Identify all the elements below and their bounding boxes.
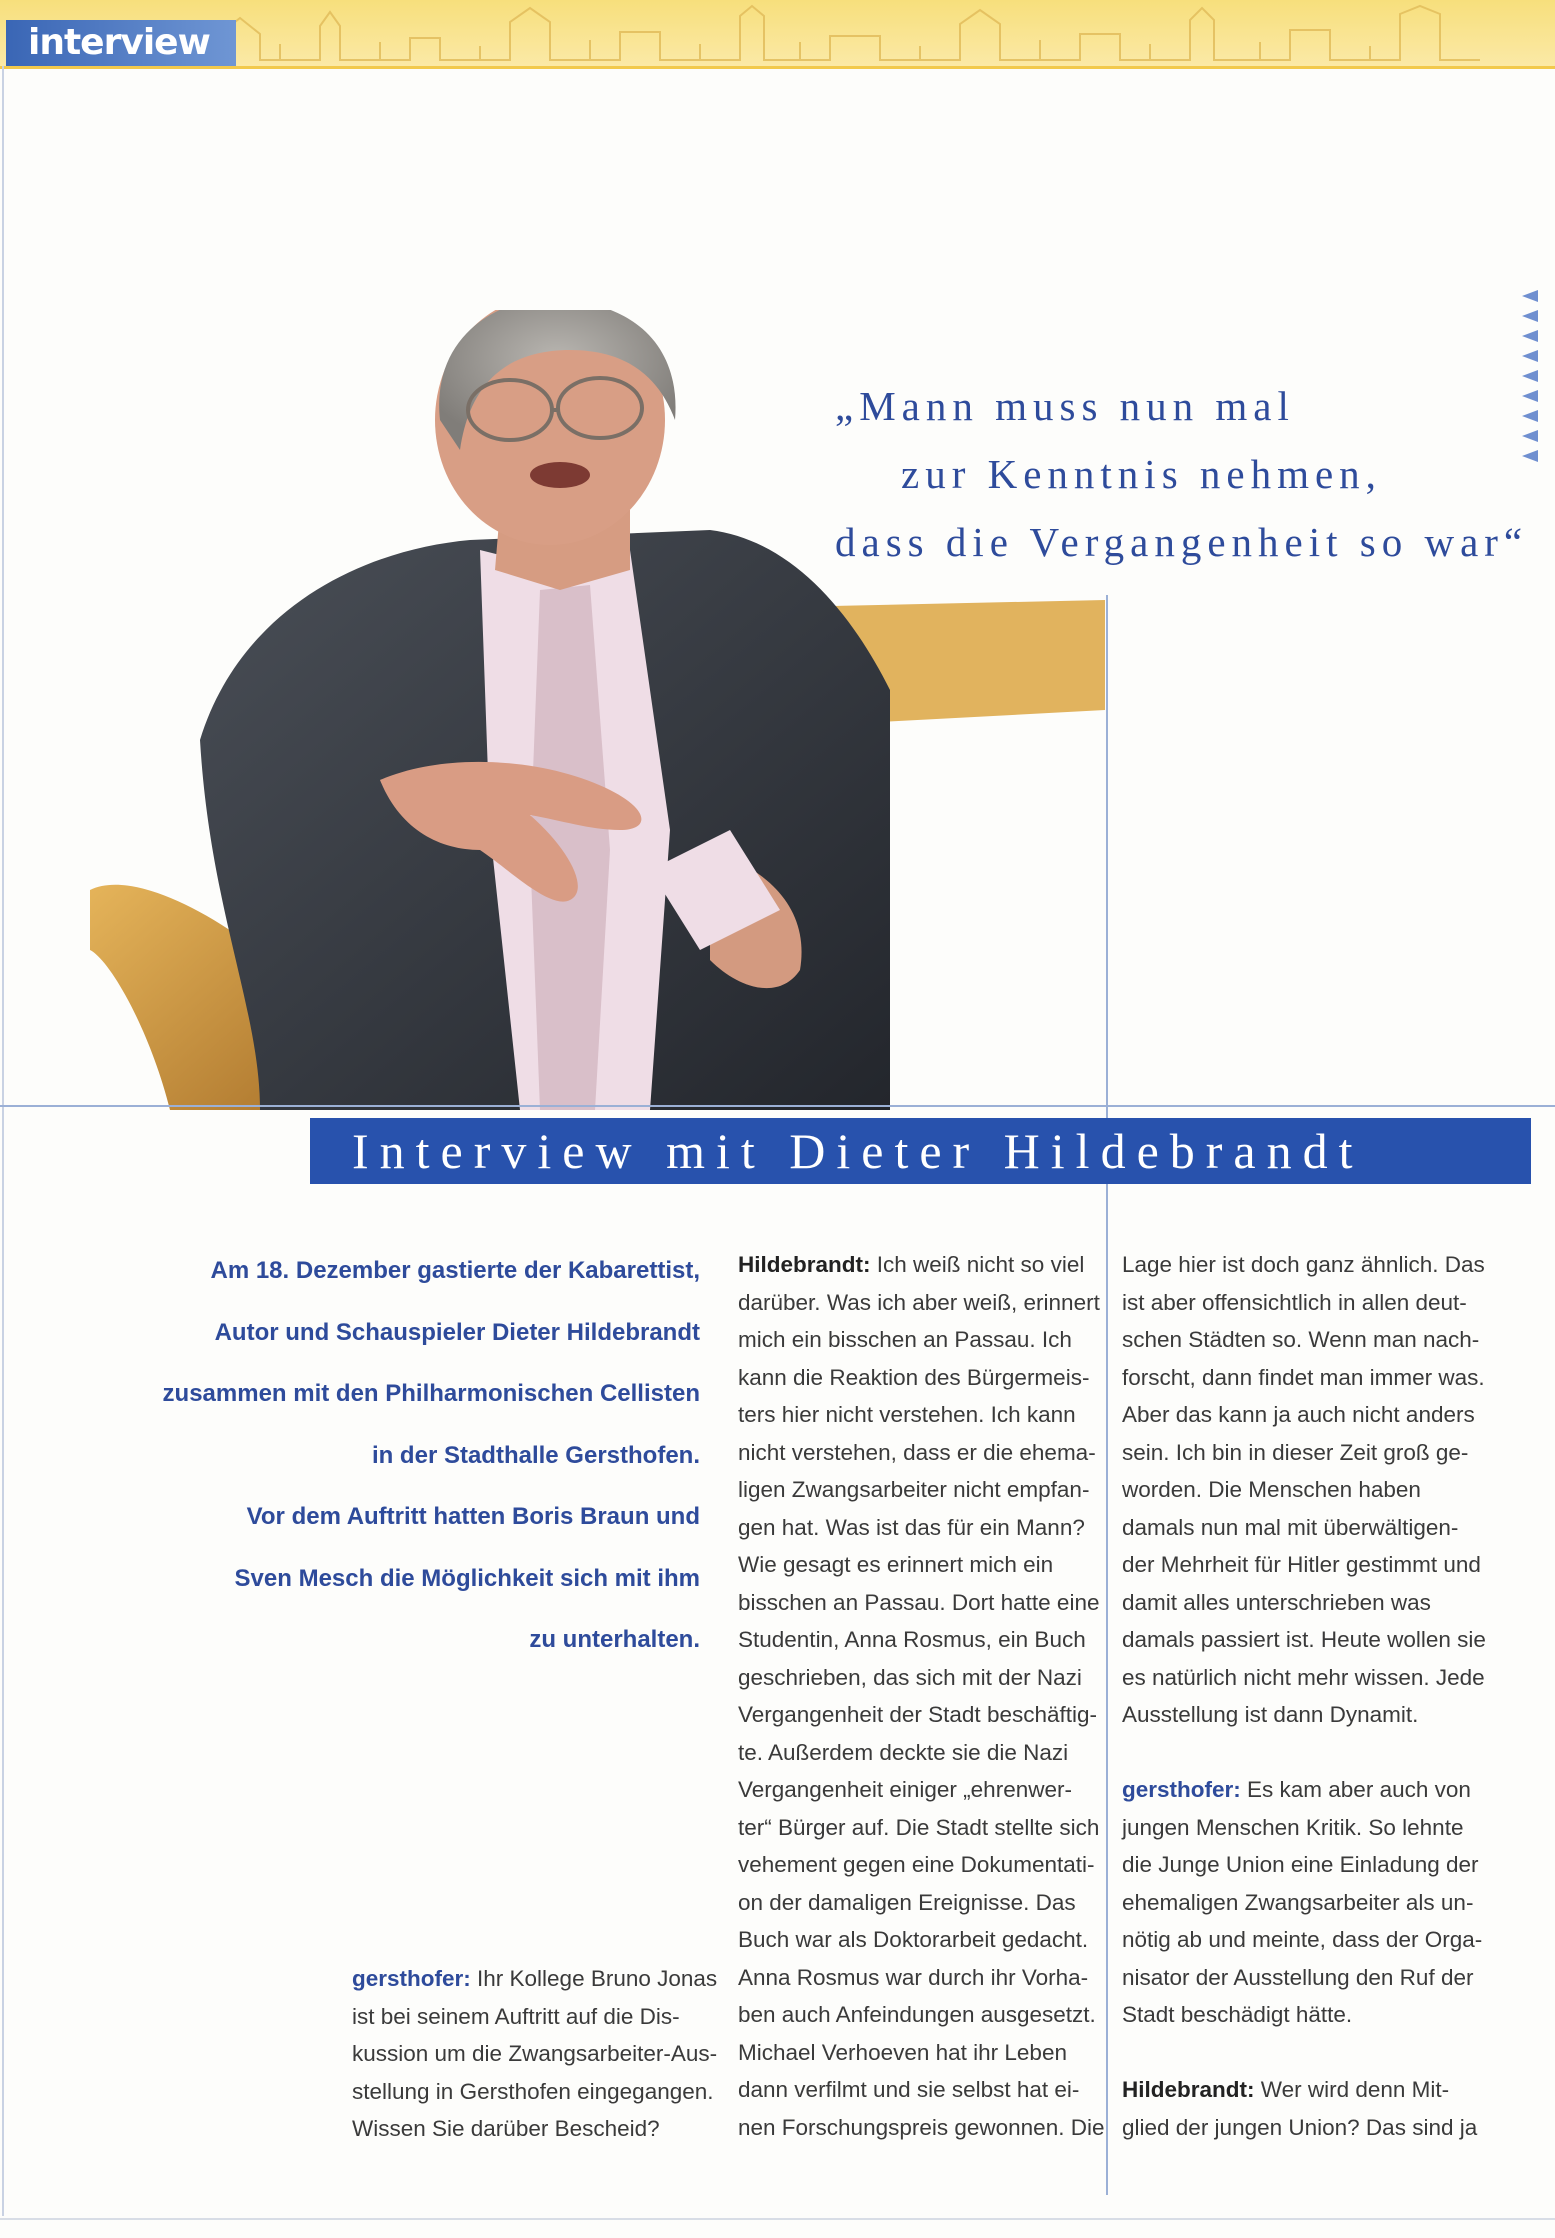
speaker-label: Hildebrandt:: [738, 1252, 871, 1277]
intro-line: Autor und Schauspieler Dieter Hildebrandt: [214, 1318, 700, 1346]
text-line: dann verfilmt und sie selbst hat ei-: [738, 2077, 1080, 2102]
text-line: Aber das kann ja auch nicht anders: [1122, 1402, 1475, 1427]
text-line: Vergangenheit einiger „ehrenwer-: [738, 1777, 1072, 1802]
vertical-rule: [1106, 595, 1108, 2195]
text-line: nicht verstehen, dass er die ehema-: [738, 1439, 1096, 1465]
text-line: Anna Rosmus war durch ihr Vorha-: [738, 1964, 1089, 1990]
text-line: ist aber offensichtlich in allen deut-: [1122, 1289, 1467, 1315]
text-line: Wissen Sie darüber Bescheid?: [352, 2116, 660, 2141]
column-middle: [738, 1246, 1105, 2146]
intro-line: Am 18. Dezember gastierte der Kabarettist,: [210, 1257, 700, 1284]
text-line: gen hat. Was ist das für ein Mann?: [738, 1514, 1085, 1540]
text-line: jungen Menschen Kritik. So lehnte: [1122, 1814, 1464, 1840]
text-line: ligen Zwangsarbeiter nicht empfan-: [738, 1477, 1090, 1502]
text-line: Lage hier ist doch ganz ähnlich. Das: [1122, 1252, 1485, 1277]
text-line: damit alles unterschrieben was: [1122, 1589, 1431, 1615]
intro-line: in der Stadthalle Gersthofen.: [371, 1441, 700, 1469]
text-line: stellung in Gersthofen eingegangen.: [352, 2078, 714, 2104]
decorative-arrows: [1518, 290, 1542, 480]
text-line: mich ein bisschen an Passau. Ich: [738, 1327, 1072, 1352]
intro-line: Vor dem Auftritt hatten Boris Braun und: [246, 1503, 700, 1530]
text-line: sein. Ich bin in dieser Zeit groß ge-: [1122, 1439, 1469, 1465]
speaker-label: gersthofer:: [1122, 1777, 1241, 1802]
quote-line-2: zur Kenntnis nehmen,: [901, 451, 1382, 497]
text-line: Studentin, Anna Rosmus, ein Buch: [738, 1627, 1086, 1652]
text-line: vehement gegen eine Dokumentati-: [738, 1852, 1095, 1877]
intro-line: zusammen mit den Philharmonischen Cellisten: [162, 1380, 700, 1407]
page-left-border: [2, 66, 4, 2216]
text-line: schen Städten so. Wenn man nach-: [1122, 1327, 1480, 1352]
article-title: Interview mit Dieter Hildebrandt: [310, 1118, 1531, 1184]
text-line: Vergangenheit der Stadt beschäftig-: [738, 1702, 1098, 1727]
text-line: forscht, dann findet man immer was.: [1122, 1364, 1485, 1390]
town-skyline-decoration: [180, 4, 1480, 62]
text-line: nötig ab und meinte, dass der Orga-: [1122, 1927, 1483, 1952]
intro-line: zu unterhalten.: [529, 1626, 700, 1653]
text-line: on der damaligen Ereignisse. Das: [738, 1889, 1076, 1915]
text-line: damals passiert ist. Heute wollen sie: [1122, 1627, 1486, 1652]
text-line: Ich weiß nicht so viel: [870, 1252, 1085, 1277]
text-line: ehemaligen Zwangsarbeiter als un-: [1122, 1889, 1474, 1915]
text-line: ben auch Anfeindungen ausgesetzt.: [738, 2002, 1096, 2027]
text-line: Ihr Kollege Bruno Jonas: [470, 1966, 718, 1991]
column-right: [1122, 1246, 1486, 2146]
horizontal-rule: [0, 1105, 1555, 1107]
text-line: nen Forschungspreis gewonnen. Die: [738, 2114, 1105, 2140]
pull-quote: [835, 372, 1529, 576]
text-line: glied der jungen Union? Das sind ja: [1122, 2114, 1478, 2140]
text-line: Michael Verhoeven hat ihr Leben: [738, 2039, 1067, 2065]
intro-line: Sven Mesch die Möglichkeit sich mit ihm: [234, 1564, 700, 1592]
text-line: worden. Die Menschen haben: [1122, 1477, 1421, 1502]
speaker-label: gersthofer:: [352, 1966, 471, 1991]
text-line: kussion um die Zwangsarbeiter-Aus-: [352, 2041, 718, 2066]
text-line: geschrieben, das sich mit der Nazi: [738, 1664, 1082, 1690]
section-tab-interview: interview: [6, 20, 236, 66]
text-line: Wie gesagt es erinnert mich ein: [738, 1552, 1054, 1577]
text-line: te. Außerdem deckte sie die Nazi: [738, 1739, 1069, 1765]
top-banner: [0, 0, 1555, 69]
text-line: es natürlich nicht mehr wissen. Jede: [1122, 1664, 1485, 1690]
text-line: ist bei seinem Auftritt auf die Dis-: [352, 2003, 680, 2029]
speaker-label: Hildebrandt:: [1122, 2077, 1255, 2102]
text-line: Stadt beschädigt hätte.: [1122, 2002, 1353, 2027]
text-line: damals nun mal mit überwältigen-: [1122, 1514, 1459, 1540]
text-line: ter“ Bürger auf. Die Stadt stellte sich: [738, 1814, 1100, 1840]
text-line: die Junge Union eine Einladung der: [1122, 1852, 1479, 1877]
text-line: Es kam aber auch von: [1240, 1777, 1471, 1802]
quote-line-1: „Mann muss nun mal: [835, 383, 1295, 429]
bottom-rule: [0, 2218, 1555, 2220]
text-line: kann die Reaktion des Bürgermeis-: [738, 1364, 1090, 1390]
text-line: der Mehrheit für Hitler gestimmt und: [1122, 1552, 1481, 1577]
text-line: nisator der Ausstellung den Ruf der: [1122, 1964, 1474, 1990]
text-line: darüber. Was ich aber weiß, erinnert: [738, 1289, 1100, 1315]
intro-text: [140, 1240, 700, 1671]
quote-line-3: dass die Vergangenheit so war“: [835, 519, 1529, 565]
text-line: Ausstellung ist dann Dynamit.: [1122, 1702, 1419, 1727]
text-line: bisschen an Passau. Dort hatte eine: [738, 1589, 1100, 1615]
text-line: Wer wird denn Mit-: [1254, 2077, 1450, 2102]
text-line: Buch war als Doktorarbeit gedacht.: [738, 1927, 1089, 1952]
text-line: ters hier nicht verstehen. Ich kann: [738, 1402, 1076, 1427]
column-left: [352, 1960, 718, 2148]
